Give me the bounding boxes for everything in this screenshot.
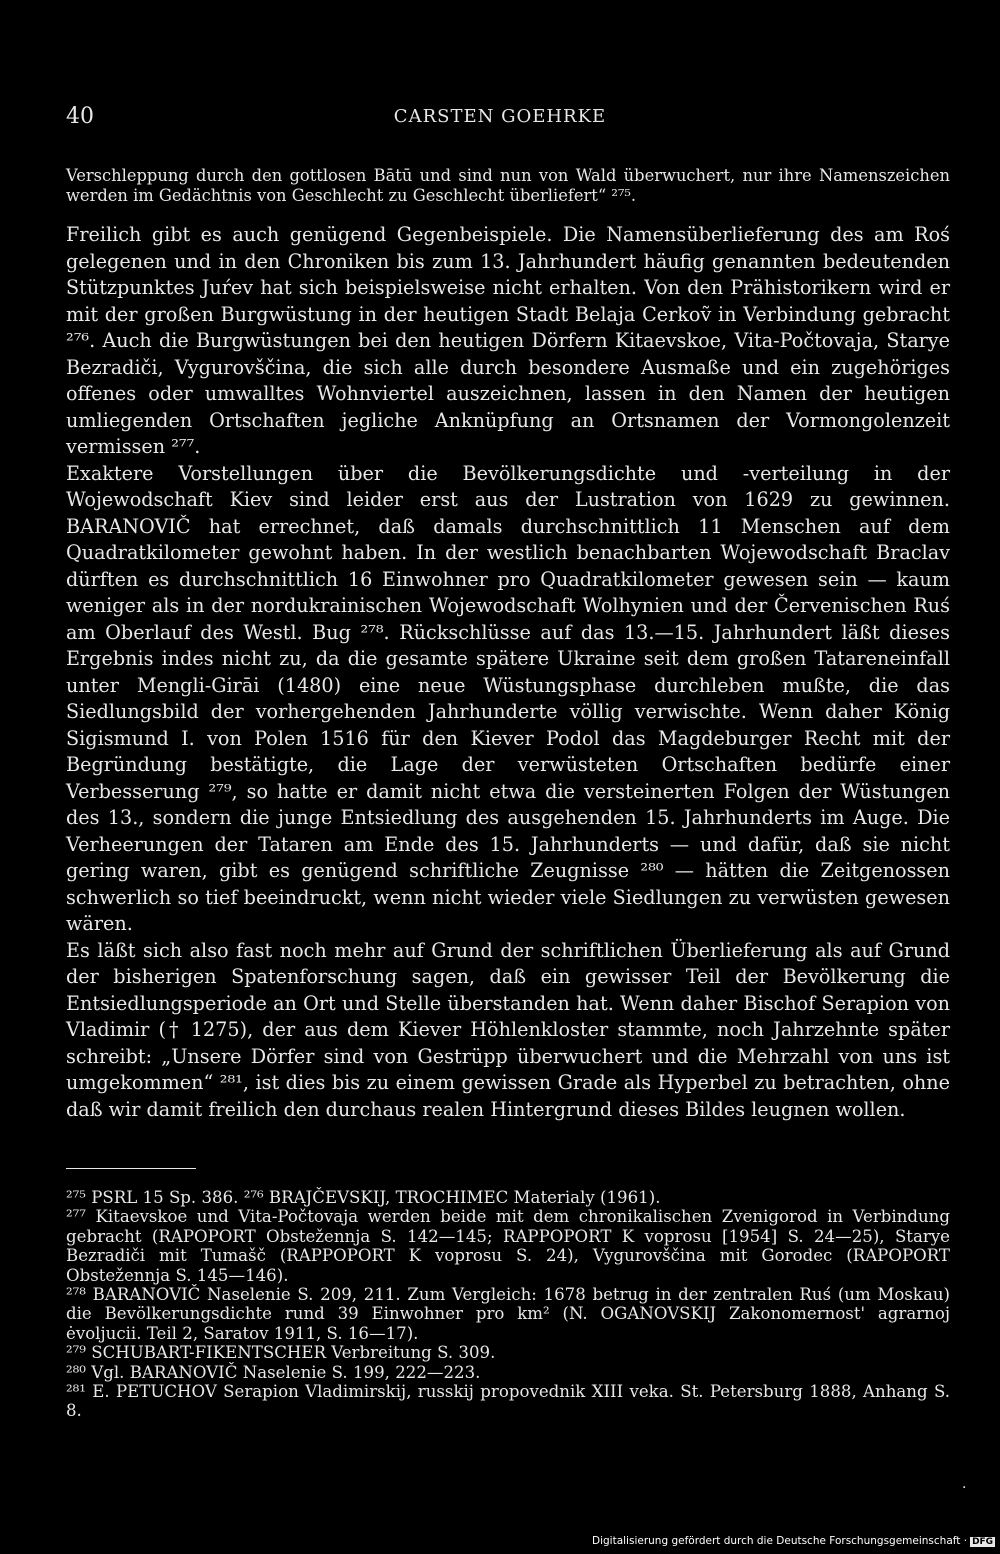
page-header: [66, 104, 934, 136]
footnote-275-276: ²⁷⁵ PSRL 15 Sp. 386. ²⁷⁶ BRAJČEVSKIJ, TROCHIMEC Materialy (1961).: [66, 1188, 661, 1207]
footnote-280: ²⁸⁰ Vgl. BARANOVIČ Naselenie S. 199, 222—223.: [66, 1362, 481, 1382]
quote-text: Verschleppung durch den gottlosen Bātū und sind nun von Wald überwuchert, nur ihre Namenszeichen werden im Gedächtnis von Geschlecht zu Geschlecht überliefert“ ²⁷⁵.: [66, 166, 950, 205]
footnote-278: ²⁷⁸ BARANOVIČ Naselenie S. 209, 211. Zum Vergleich: 1678 betrug in der zentralen Ruś (um Moskau) die Bevölkerungsdichte rund 39 Einwohner pro km² (N. OGANOVSKIJ Zakonomernost' agrarnoj ėvoljucii. Teil 2, Saratov 1911, S. 16—17).: [66, 1285, 950, 1343]
stray-mark: ·: [962, 1480, 967, 1496]
footnote-281: ²⁸¹ E. PETUCHOV Serapion Vladimirskij, russkij propovednik XIII veka. St. Petersburg 1888, Anhang S. 8.: [66, 1382, 950, 1421]
footer-text: Digitalisierung gefördert durch die Deutsche Forschungsgemeinschaft ·: [592, 1535, 968, 1547]
footnote-277: ²⁷⁷ Kitaevskoe und Vita-Počtovaja werden beide mit dem chronikalischen Zvenigorod in Verbindung gebracht (RAPOPORT Obstežennja S. 142—145; RAPPOPORT K voprosu [1954] S. 24—25), Starye Bezradiči mit Tumašč (RAPPOPORT K voprosu S. 24), Vygurovščina mit Gorodec (RAPOPORT Obstežennja S. 145—146).: [66, 1207, 950, 1285]
dfg-logo-icon: DFG: [972, 1537, 994, 1547]
paragraph-1: Freilich gibt es auch genügend Gegenbeispiele. Die Namensüberlieferung des am Roś gelegenen und in den Chroniken bis zum 13. Jahrhundert häufig genannten bedeutenden Stützpunktes Juŕev hat sich beispielsweise nicht erhalten. Von den Prähistorikern wird er mit der großen Burgwüstung in der heutigen Stadt Belaja Cerkoṽ in Verbindung gebracht ²⁷⁶. Auch die Burgwüstungen bei den heutigen Dörfern Kitaevskoe, Vita-Počtovaja, Starye Bezradiči, Vygurovščina, die sich alle durch besondere Ausmaße und ein zugehöriges offenes oder umwalltes Wohnviertel auszeichnen, lassen in den Namen der heutigen umliegenden Ortschaften jegliche Anknüpfung an Ortsnamen der Vormongolenzeit vermissen ²⁷⁷.: [66, 223, 950, 458]
running-head: CARSTEN GOEHRKE: [393, 106, 607, 127]
dfg-footer: [592, 1535, 995, 1547]
main-text: [66, 222, 950, 1123]
paragraph-3: Es läßt sich also fast noch mehr auf Grund der schriftlichen Überlieferung als auf Grund der bisherigen Spatenforschung sagen, daß ein gewisser Teil der Bevölkerung die Entsiedlungsperiode an Ort und Stelle überstanden hat. Wenn daher Bischof Serapion von Vladimir († 1275), der aus dem Kiever Höhlenkloster stammte, noch Jahrzehnte später schreibt: „Unsere Dörfer sind von Gestrüpp überwuchert und die Mehrzahl von uns ist umgekommen“ ²⁸¹, ist dies bis zu einem gewissen Grade als Hyperbel zu betrachten, ohne daß wir damit freilich den durchaus realen Hintergrund dieses Bildes leugnen wollen.: [66, 938, 950, 1121]
paragraph-2: Exaktere Vorstellungen über die Bevölkerungsdichte und -verteilung in der Wojewodschaft Kiev sind leider erst aus der Lustration von 1629 zu gewinnen. BARANOVIČ hat errechnet, daß damals durchschnittlich 11 Menschen auf dem Quadratkilometer gewohnt haben. In der westlich benachbarten Wojewodschaft Braclav dürften es durchschnittlich 16 Einwohner pro Quadratkilometer gewesen sein — kaum weniger als in der nordukrainischen Wojewodschaft Wolhynien und der Červenischen Ruś am Oberlauf des Westl. Bug ²⁷⁸. Rückschlüsse auf das 13.—15. Jahrhundert läßt dieses Ergebnis indes nicht zu, da die gesamte spätere Ukraine seit dem großen Tatareneinfall unter Mengli-Girāi (1480) eine neue Wüstungsphase durchleben mußte, die das Siedlungsbild der vorhergehenden Jahrhunderte völlig verwischte. Wenn daher König Sigismund I. von Polen 1516 für den Kiever Podol das Magdeburger Recht mit der Begründung bestätigte, die Lage der verwüsteten Ortschaften bedürfe einer Verbesserung ²⁷⁹, so hatte er damit nicht etwa die versteinerten Folgen der Wüstungen des 13., sondern die junge Entsiedlung des ausgehenden 15. Jahrhunderts im Auge. Die Verheerungen der Tataren am Ende des 15. Jahrhunderts — und dafür, daß sie nicht gering waren, gibt es genügend schriftliche Zeugnisse ²⁸⁰ — hätten die Zeitgenossen schwerlich so tief beeindruckt, wenn nicht wieder viele Siedlungen zu verwüsten gewesen wären.: [66, 461, 950, 935]
quote-continuation: [66, 166, 950, 206]
footnote-divider: [66, 1168, 196, 1169]
footnotes: [66, 1188, 950, 1421]
page-number: 40: [66, 104, 94, 129]
footnote-279: ²⁷⁹ SCHUBART-FIKENTSCHER Verbreitung S. 309.: [66, 1343, 496, 1363]
